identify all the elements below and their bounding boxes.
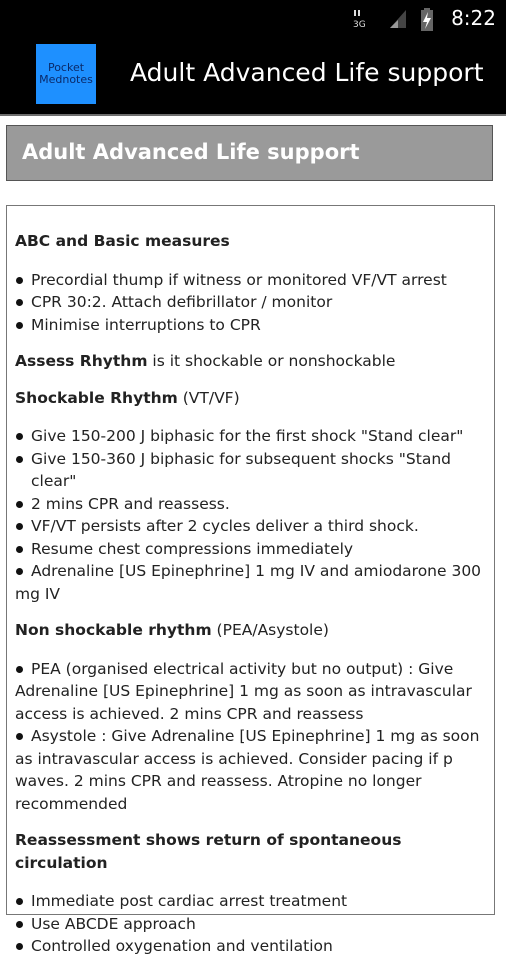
abc-list — [15, 269, 489, 337]
nonshockable-text: (PEA/Asystole) — [211, 621, 329, 639]
signal-icon — [388, 8, 408, 30]
list-item: Adrenaline [US Epinephrine] 1 mg IV and amiodarone 300 mg IV — [15, 560, 489, 605]
nonshockable-heading — [15, 619, 489, 642]
nonshockable-label: Non shockable rhythm — [15, 621, 212, 639]
page-title-box — [6, 125, 493, 181]
list-item: Controlled oxygenation and ventilation — [15, 935, 489, 958]
content-panel[interactable] — [6, 205, 495, 955]
assess-rhythm-text: is it shockable or nonshockable — [147, 352, 396, 370]
assess-rhythm-line — [15, 350, 489, 373]
battery-charging-icon — [418, 8, 436, 32]
abc-heading: ABC and Basic measures — [15, 232, 230, 250]
pea-paragraph: PEA (organised electrical activity but no output) : Give Adrenaline [US Epinephrine] 1 mg as soon as intravascular access is achieved. 2 mins CPR and reassess — [15, 658, 489, 726]
shockable-list — [15, 425, 489, 605]
shockable-text: (VT/VF) — [177, 388, 240, 407]
list-item: Resume chest compressions immediately — [15, 538, 489, 561]
app-title: Adult Advanced Life support — [130, 58, 484, 87]
list-item: Give 150-200 J biphasic for the first shock "Stand clear" — [15, 425, 489, 448]
list-item: Immediate post cardiac arrest treatment — [15, 890, 489, 913]
list-item: Use ABCDE approach — [15, 913, 489, 936]
app-logo[interactable] — [36, 44, 96, 104]
clock: 8:22 — [451, 6, 496, 30]
logo-line-2: Mednotes — [39, 73, 93, 86]
list-item: Give 150-360 J biphasic for subsequent shocks "Stand clear" — [15, 448, 489, 493]
status-bar — [0, 0, 506, 36]
rosc-list — [15, 890, 489, 958]
list-item: Minimise interruptions to CPR — [15, 314, 489, 337]
list-item: 2 mins CPR and reassess. — [15, 493, 489, 516]
list-item: Precordial thump if witness or monitored VF/VT arrest — [15, 269, 489, 292]
shockable-heading — [15, 387, 489, 410]
logo-line-1: Pocket — [47, 61, 85, 74]
page-title: Adult Advanced Life support — [22, 140, 360, 164]
svg-text:3G: 3G — [353, 20, 366, 30]
assess-rhythm-label: Assess Rhythm — [15, 352, 148, 370]
rosc-heading: Reassessment shows return of spontaneous circulation — [15, 831, 402, 872]
network-3g-icon — [352, 8, 368, 30]
list-item: CPR 30:2. Attach defibrillator / monitor — [15, 291, 489, 314]
shockable-label: Shockable Rhythm — [15, 388, 178, 407]
app-bar — [0, 36, 506, 116]
list-item: VF/VT persists after 2 cycles deliver a third shock. — [15, 515, 489, 538]
asystole-paragraph: Asystole : Give Adrenaline [US Epinephrine] 1 mg as soon as intravascular access is achieved. Consider pacing if p waves. 2 mins CPR and reassess. Atropine no longer recommended — [15, 725, 489, 815]
